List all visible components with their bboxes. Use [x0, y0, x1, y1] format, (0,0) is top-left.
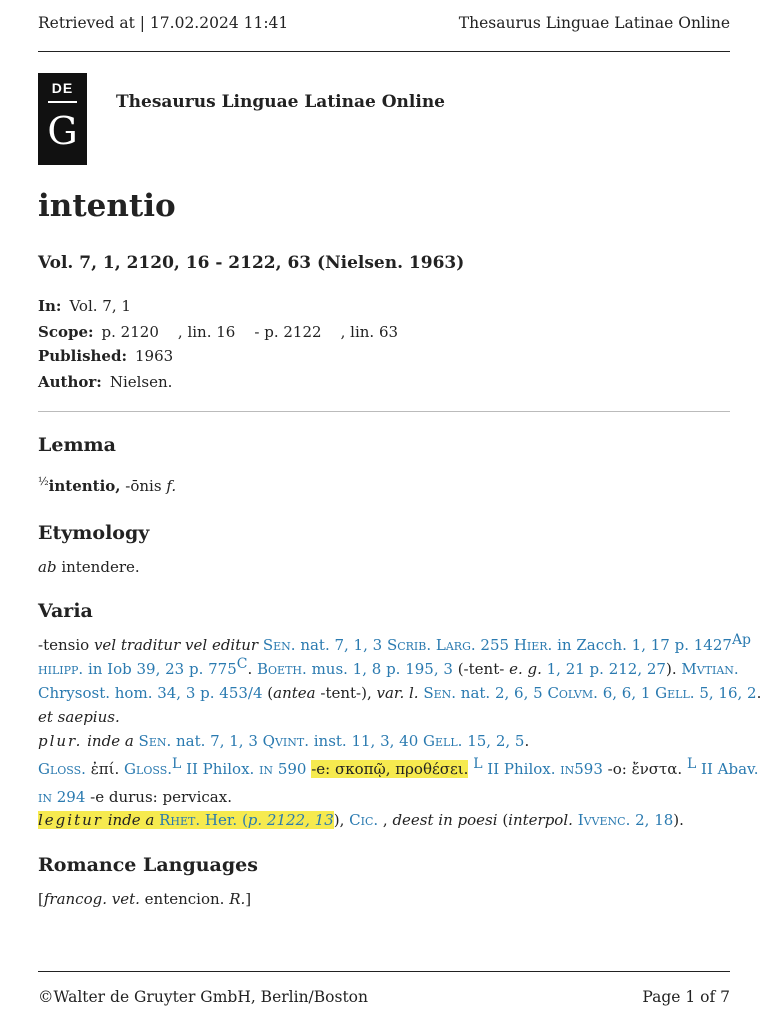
- ref-link[interactable]: Qvint.: [262, 732, 309, 750]
- ref-link[interactable]: Hier.: [513, 636, 553, 654]
- text: ),: [333, 811, 350, 829]
- meta-author: [38, 373, 172, 391]
- ref-link[interactable]: II Philox.: [482, 760, 561, 778]
- meta-published-label: Published:: [38, 347, 127, 365]
- ref-link[interactable]: II Abav.: [696, 760, 759, 778]
- ref-link[interactable]: C: [236, 656, 248, 672]
- meta-in-value: Vol. 7, 1: [69, 297, 131, 315]
- ref-link[interactable]: 15, 2, 5: [462, 732, 525, 750]
- retrieved-timestamp: Retrieved at | 17.02.2024 11:41: [38, 14, 289, 32]
- ref-link[interactable]: Mvtian.: [681, 660, 739, 678]
- varia-line-6: [38, 756, 759, 778]
- ref-link[interactable]: in Zacch. 1, 17 p. 1427: [552, 636, 732, 654]
- meta-author-value: Nielsen.: [109, 373, 173, 391]
- text: e. g.: [509, 660, 542, 678]
- header-divider: [38, 51, 730, 52]
- text: -o: ἔνστα.: [602, 760, 687, 778]
- ref-link[interactable]: Gloss.: [124, 760, 172, 778]
- ref-link[interactable]: 255: [475, 636, 514, 654]
- text: ).: [665, 660, 682, 678]
- ref-link[interactable]: mus. 1, 8 p. 195, 3: [306, 660, 453, 678]
- text: et saepius.: [38, 708, 120, 726]
- ref-link[interactable]: Gell.: [423, 732, 463, 750]
- text: R.: [229, 890, 246, 908]
- text: deest in poesi: [392, 811, 498, 829]
- lemma-word: intentio,: [48, 477, 121, 495]
- ref-link[interactable]: in Iob 39, 23 p. 775: [83, 660, 237, 678]
- text: -e durus: pervicax.: [85, 788, 232, 806]
- ref-link[interactable]: Ivvenc.: [577, 811, 631, 829]
- ref-link[interactable]: 1, 21 p. 212, 27: [541, 660, 666, 678]
- ref-link[interactable]: nat. 7, 1, 3: [171, 732, 263, 750]
- meta-scope-value: p. 2120 , lin. 16 - p. 2122 , lin. 63: [101, 323, 399, 341]
- text: antea: [273, 684, 316, 702]
- meta-scope: [38, 323, 398, 341]
- footer-divider: [38, 971, 730, 972]
- text: interpol.: [508, 811, 573, 829]
- logo-g-text: G: [47, 109, 78, 153]
- ref-link[interactable]: Gell.: [655, 684, 695, 702]
- text: ἐπί.: [85, 760, 125, 778]
- varia-line-4: [38, 708, 730, 726]
- text: -tent-),: [315, 684, 377, 702]
- ref-link[interactable]: in: [560, 760, 575, 778]
- ref-link[interactable]: L: [172, 756, 182, 772]
- ref-link[interactable]: hilipp.: [38, 660, 84, 678]
- ref-link[interactable]: 590: [273, 760, 312, 778]
- ref-link[interactable]: nat. 7, 1, 3: [295, 636, 387, 654]
- varia-line-8: [38, 811, 730, 829]
- lemma-gender: f.: [166, 477, 177, 495]
- text: entencion.: [139, 890, 230, 908]
- highlighted-text: inde a: [102, 811, 160, 829]
- ref-link[interactable]: inst. 11, 3, 40: [308, 732, 424, 750]
- varia-line-7: [38, 788, 730, 806]
- etymology-text: intendere.: [56, 558, 140, 576]
- ref-link[interactable]: II Philox.: [181, 760, 260, 778]
- degruyter-logo: [38, 73, 87, 165]
- highlighted-text: -e: σκοπῷ, προθέσει.: [311, 760, 469, 778]
- etymology-line: [38, 558, 730, 576]
- lemma-heading: Lemma: [38, 434, 116, 456]
- text: [: [38, 890, 44, 908]
- varia-line-2: [38, 656, 739, 678]
- meta-divider: [38, 411, 730, 412]
- text: .: [756, 684, 762, 702]
- ref-link[interactable]: Gloss.: [38, 760, 86, 778]
- meta-in-label: In:: [38, 297, 62, 315]
- meta-published-value: 1963: [135, 347, 174, 365]
- ref-link[interactable]: 593: [574, 760, 603, 778]
- ref-link[interactable]: Sen.: [262, 636, 296, 654]
- etymology-prefix: ab: [38, 558, 57, 576]
- text: (: [262, 684, 274, 702]
- etymology-heading: Etymology: [38, 522, 150, 544]
- meta-published: [38, 347, 173, 365]
- ref-link[interactable]: Sen.: [138, 732, 172, 750]
- ref-link[interactable]: Cic.: [349, 811, 379, 829]
- ref-link[interactable]: Rhet.: [159, 811, 201, 829]
- header-site-name: Thesaurus Linguae Latinae Online: [458, 14, 730, 32]
- ref-link[interactable]: 2, 18: [630, 811, 674, 829]
- text: francog. vet.: [43, 890, 140, 908]
- meta-scope-label: Scope:: [38, 323, 94, 341]
- text: ,: [378, 811, 393, 829]
- text: -tensio: [38, 636, 94, 654]
- text: (: [497, 811, 509, 829]
- varia-line-3: [38, 684, 762, 702]
- highlighted-text: legitur: [38, 811, 103, 829]
- meta-in: [38, 297, 131, 315]
- ref-link[interactable]: 5, 16, 2: [694, 684, 757, 702]
- varia-line-1: [38, 632, 752, 654]
- text: plur.: [38, 732, 83, 750]
- text: vel traditur vel editur: [93, 636, 263, 654]
- ref-link[interactable]: p. 2122, 13: [247, 811, 334, 829]
- ref-link[interactable]: Boeth.: [257, 660, 307, 678]
- ref-link[interactable]: Scrib. Larg.: [386, 636, 476, 654]
- romance-line: [38, 890, 730, 908]
- site-title: Thesaurus Linguae Latinae Online: [116, 92, 445, 112]
- text: ]: [245, 890, 252, 908]
- meta-author-label: Author:: [38, 373, 102, 391]
- varia-line-5: [38, 732, 730, 750]
- ref-link[interactable]: Colvm.: [547, 684, 598, 702]
- logo-bar: [48, 101, 77, 103]
- copyright: ©Walter de Gruyter GmbH, Berlin/Boston: [38, 988, 368, 1006]
- text: ).: [673, 811, 684, 829]
- text: .: [524, 732, 530, 750]
- ref-link[interactable]: Chrysost. hom. 34, 3 p. 453/4: [38, 684, 263, 702]
- ref-link[interactable]: Ap: [731, 632, 752, 648]
- logo-de-text: DE: [51, 80, 74, 96]
- text: (-tent-: [452, 660, 510, 678]
- text: inde a: [82, 732, 139, 750]
- ref-link[interactable]: Her. (: [200, 811, 248, 829]
- lemma-mark: ½: [38, 475, 49, 488]
- ref-link[interactable]: 294: [51, 788, 86, 806]
- romance-heading: Romance Languages: [38, 854, 258, 876]
- ref-link[interactable]: L: [686, 756, 697, 772]
- lemma-line: [38, 475, 730, 495]
- ref-link[interactable]: Sen.: [423, 684, 457, 702]
- ref-link[interactable]: 6, 6, 1: [597, 684, 656, 702]
- text: var. l.: [376, 684, 419, 702]
- lemma-ending: -ōnis: [120, 477, 167, 495]
- ref-link[interactable]: in: [259, 760, 274, 778]
- varia-heading: Varia: [38, 600, 93, 622]
- page-number: Page 1 of 7: [642, 988, 730, 1006]
- ref-link[interactable]: nat. 2, 6, 5: [456, 684, 548, 702]
- ref-link[interactable]: in: [38, 788, 52, 806]
- ref-link[interactable]: L: [473, 756, 483, 772]
- volume-line: Vol. 7, 1, 2120, 16 - 2122, 63 (Nielsen. 1963): [38, 253, 465, 273]
- entry-title: intentio: [38, 188, 176, 224]
- text: .: [247, 660, 258, 678]
